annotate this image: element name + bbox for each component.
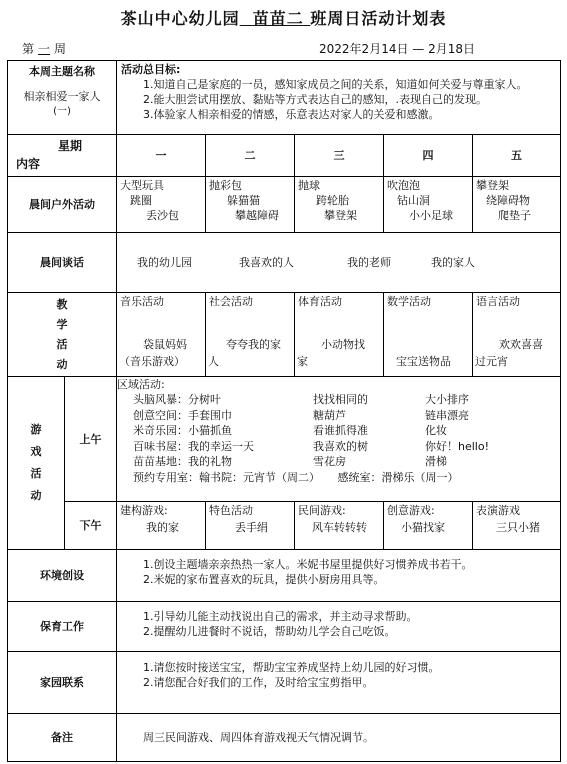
notes-row: [8, 714, 561, 762]
plan-table: [7, 60, 561, 762]
zone-special: 预约专用室：翰书院：元宵节（周二） 感统室：滑梯乐（周一）: [133, 471, 459, 484]
teaching-label: 教 学 活 动: [8, 293, 117, 377]
notes-text: 周三民间游戏、周四体育游戏视天气情况调节。: [117, 714, 561, 762]
day-wednesday: 三: [295, 135, 384, 177]
theme-row: [8, 61, 561, 135]
environment-item: 1.创设主题墙亲亲热热一家人。米妮书屋里提供好习惯养成书若干。: [143, 558, 473, 571]
title-school: 茶山中心幼儿园: [120, 9, 240, 28]
games-morning-row: [8, 377, 561, 502]
afternoon-cell: 表演游戏 三只小猪: [473, 502, 561, 550]
care-row: [8, 602, 561, 652]
outdoor-cell: 吹泡泡 钻山洞 小小足球: [384, 177, 473, 233]
goal-item: 1.知道自己是家庭的一员，感知家成员之间的关系，知道如何关爱与尊重家人。: [143, 78, 528, 91]
games-afternoon-label: 下午: [65, 502, 117, 550]
goals-label: 活动总目标:: [121, 63, 181, 76]
day-header-row: [8, 135, 561, 177]
talk-item: 我喜欢的人: [239, 256, 294, 269]
care-item: 2.提醒幼儿进餐时不说话，帮助幼儿学会自己吃饭。: [143, 625, 396, 638]
teaching-cell: 语言活动 欢欢喜喜 过元宵: [473, 293, 561, 377]
teaching-cell: 音乐活动 袋鼠妈妈 （音乐游戏）: [117, 293, 206, 377]
talk-item: 我的老师: [347, 256, 391, 269]
zone-activities-cell: 区域活动: 头脑风暴：分树叶 找找相同的 大小排序 创意空间：手套围巾 糖葫芦 链串漂亮 米奇乐园：小猫抓鱼 看谁抓得准 化妆 百味书屋：我的幸运一天 我喜欢的树 你好！hello! 苗苗基地：我的礼物 雪花房 滑梯 预约专用室：翰书院：元宵节（周二） 感统室：滑梯乐（周一）: [117, 377, 561, 502]
games-label: 游 戏 活 动: [8, 377, 65, 550]
environment-item: 2.米妮的家布置喜欢的玩具，提供小厨房用具等。: [143, 573, 385, 586]
home-label: 家园联系: [8, 652, 117, 714]
outdoor-label: 晨间户外活动: [8, 177, 117, 233]
goal-item: 3.体验家人相亲相爱的情感，乐意表达对家人的关爱和感激。: [143, 108, 440, 121]
theme-label: 本周主题名称: [29, 65, 95, 78]
afternoon-cell: 民间游戏: 风车转转转: [295, 502, 384, 550]
care-item: 1.引导幼儿能主动找说出自己的需求，并主动寻求帮助。: [143, 610, 418, 623]
teaching-row: [8, 293, 561, 377]
day-thursday: 四: [384, 135, 473, 177]
day-tuesday: 二: [206, 135, 295, 177]
afternoon-cell: 建构游戏: 我的家: [117, 502, 206, 550]
care-label: 保育工作: [8, 602, 117, 652]
talk-item: 我的家人: [431, 256, 475, 269]
date-range: 2022年2月14日 — 2月18日: [319, 42, 475, 56]
games-afternoon-row: [8, 502, 561, 550]
afternoon-cell: 创意游戏: 小猫找家: [384, 502, 473, 550]
week-label: 第 一 周: [22, 42, 67, 56]
home-row: [8, 652, 561, 714]
day-monday: 一: [117, 135, 206, 177]
teaching-cell: 社会活动 夸夸我的家 人: [206, 293, 295, 377]
day-friday: 五: [473, 135, 561, 177]
environment-row: [8, 550, 561, 602]
corner-bottom: 内容: [16, 157, 41, 171]
outdoor-cell: 大型玩具 跳圈 丢沙包: [117, 177, 206, 233]
goals-cell: [117, 61, 561, 135]
home-cell: [117, 652, 561, 714]
notes-label: 备注: [8, 714, 117, 762]
outdoor-cell: 抛球 跨轮胎 攀登架: [295, 177, 384, 233]
environment-label: 环境创设: [8, 550, 117, 602]
teaching-cell: 体育活动 小动物找 家: [295, 293, 384, 377]
home-item: 2.请您配合好我们的工作，及时给宝宝剪指甲。: [143, 676, 374, 689]
talk-row: [8, 233, 561, 293]
title-suffix: 班周日活动计划表: [310, 9, 447, 28]
corner-cell: [8, 135, 117, 177]
week-number: 一: [38, 42, 51, 56]
outdoor-row: [8, 177, 561, 233]
afternoon-cell: 特色活动 丢手绢: [206, 502, 295, 550]
talk-item: 我的幼儿园: [137, 256, 192, 269]
page-title: [0, 6, 567, 29]
theme-name-cell: [8, 61, 117, 135]
title-class: 苗苗二: [252, 9, 304, 28]
theme-sub: (一): [53, 106, 71, 117]
outdoor-cell: 抛彩包 躲猫猫 攀越障碍: [206, 177, 295, 233]
corner-top: 星期: [58, 139, 83, 153]
care-cell: [117, 602, 561, 652]
goal-item: 2.能大胆尝试用摆放、黏贴等方式表达自己的感知，.表现自己的发现。: [143, 93, 487, 106]
teaching-cell: 数学活动 宝宝送物品: [384, 293, 473, 377]
home-item: 1.请您按时接送宝宝，帮助宝宝养成坚持上幼儿园的好习惯。: [143, 661, 440, 674]
environment-cell: [117, 550, 561, 602]
theme-name: 相亲相爱一家人: [23, 90, 101, 103]
outdoor-cell: 攀登架 绕障碍物 爬垫子: [473, 177, 561, 233]
talk-label: 晨间谈话: [8, 233, 117, 293]
games-morning-label: 上午: [65, 377, 117, 502]
talk-cell: [117, 233, 561, 293]
zone-title: 区域活动:: [117, 378, 165, 391]
